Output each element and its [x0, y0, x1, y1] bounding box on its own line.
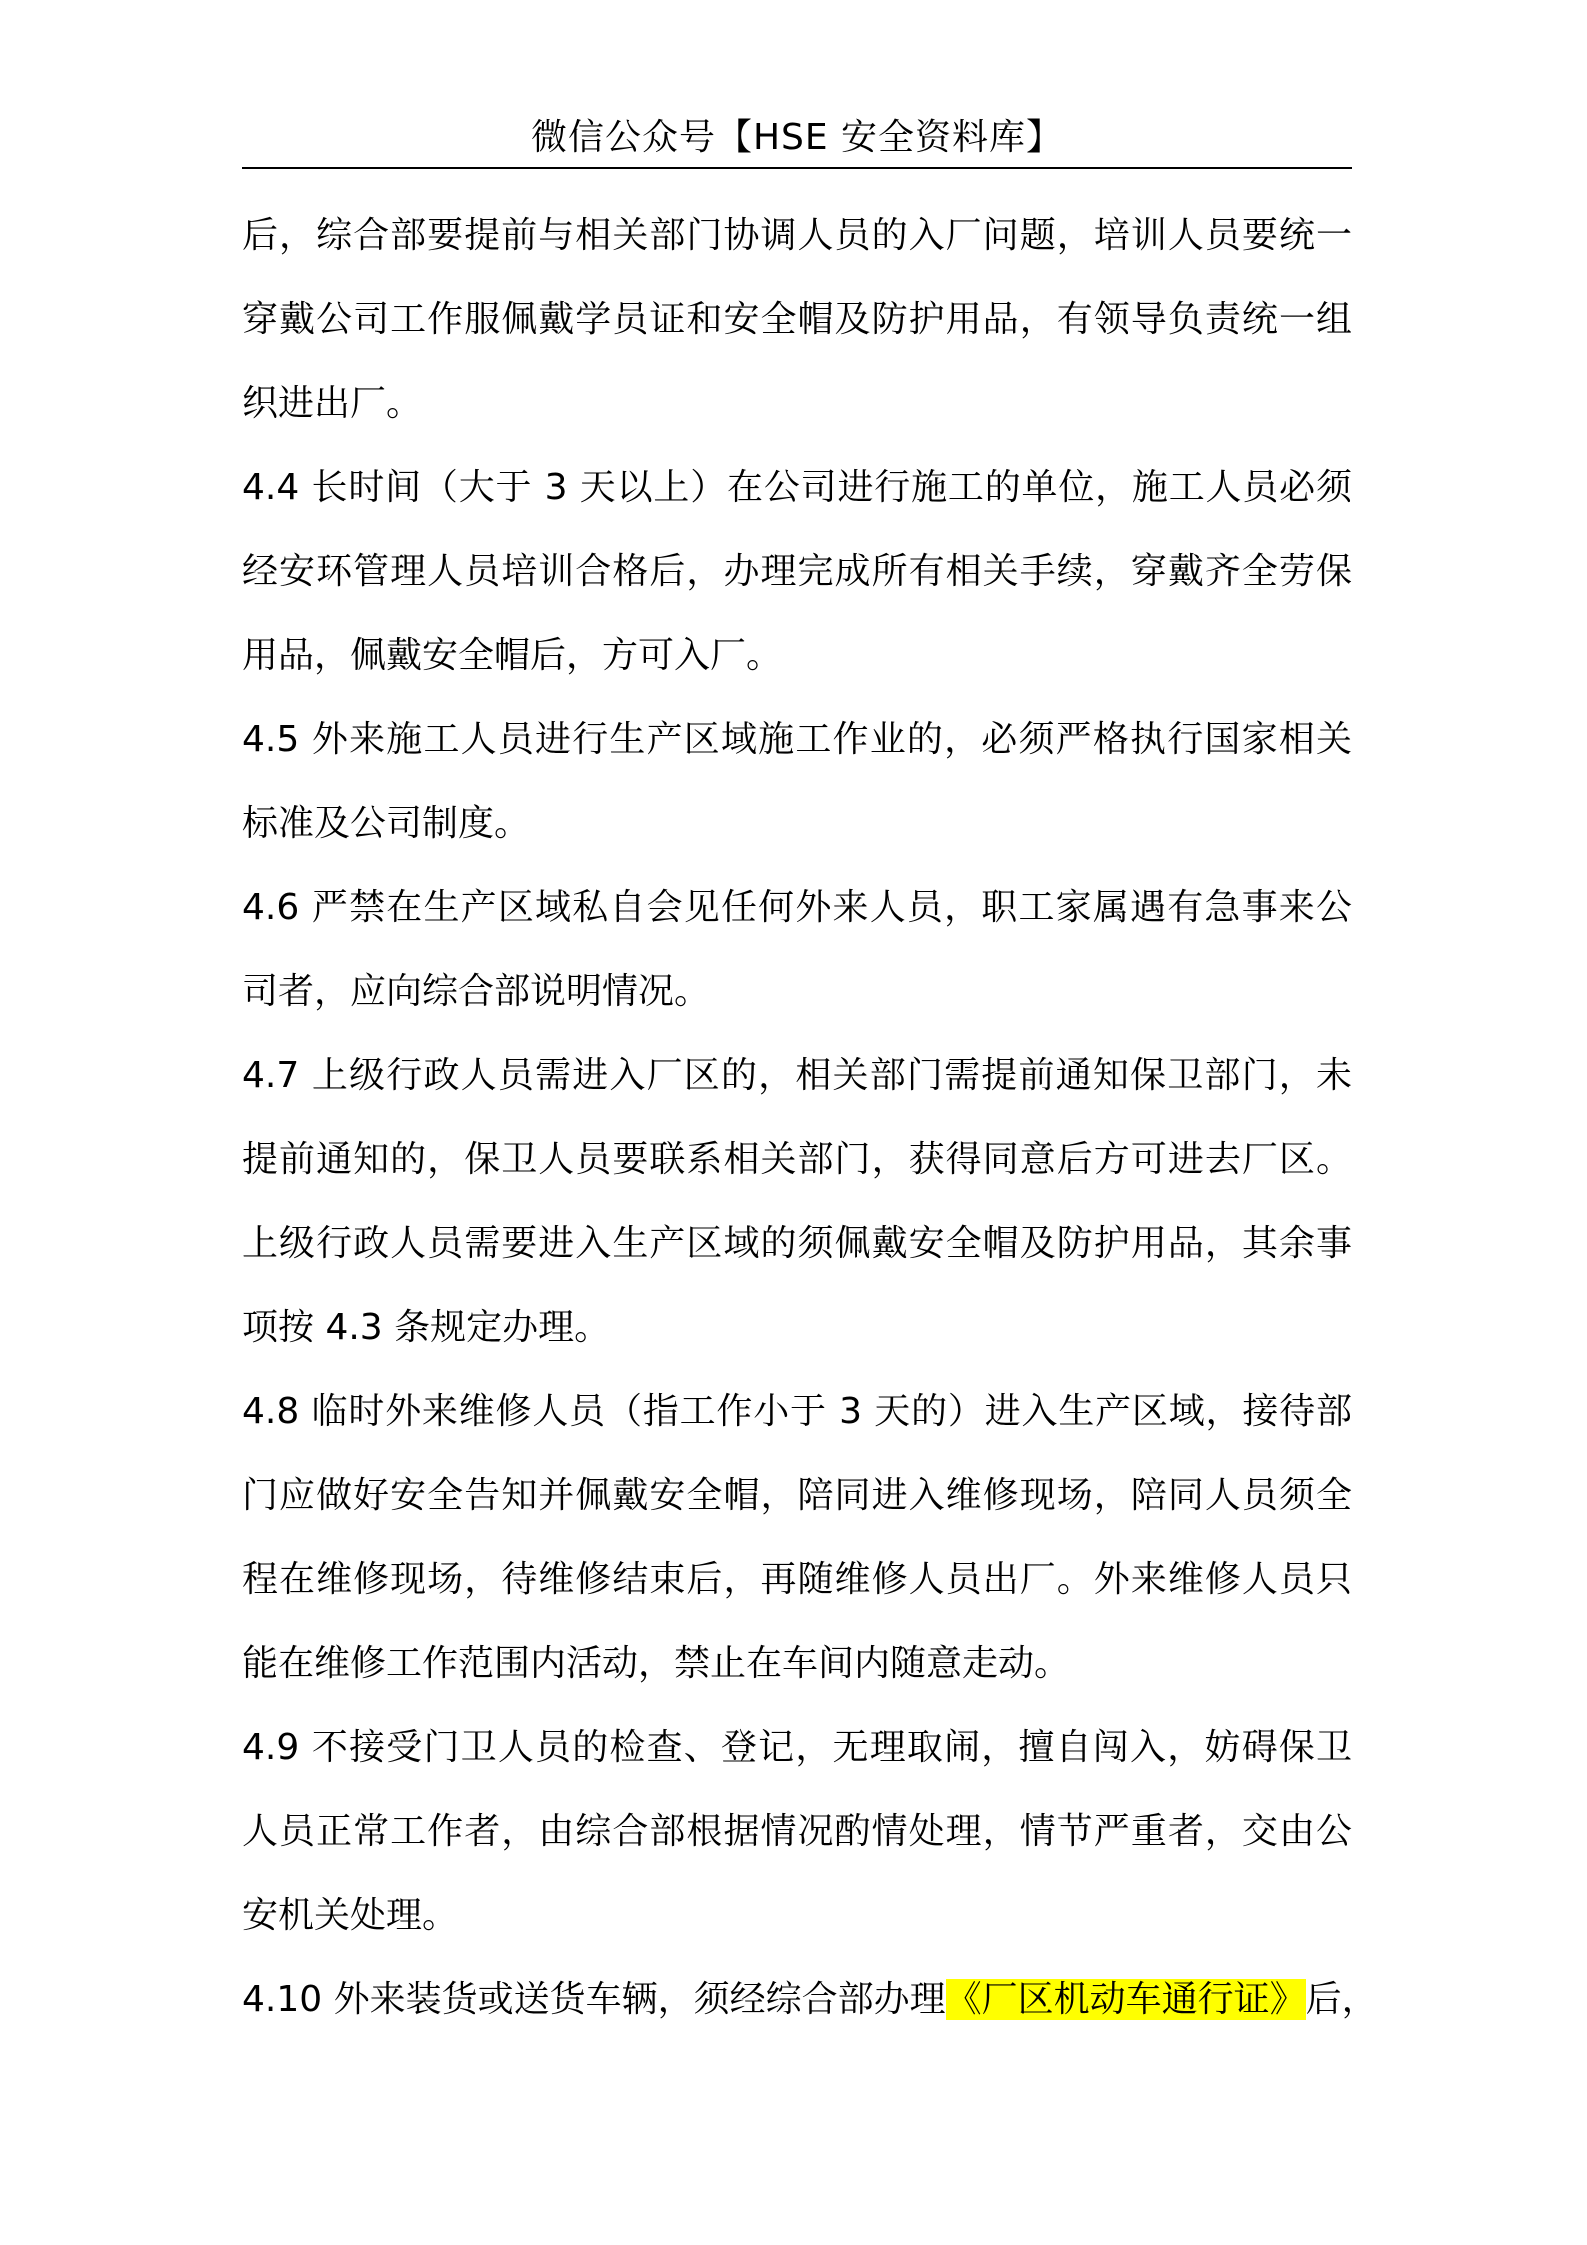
text-segment: 4.10 外来装货或送货车辆，须经综合部办理 — [242, 1979, 946, 2020]
page-header: 微信公众号【HSE 安全资料库】 — [530, 117, 1064, 158]
text-line-with-highlight — [242, 1970, 1378, 2054]
text-line: 能在维修工作范围内活动，禁止在车间内随意走动。 — [242, 1643, 1071, 1684]
text-line: 4.5 外来施工人员进行生产区域施工作业的，必须严格执行国家相关 — [242, 719, 1352, 760]
header-divider — [242, 167, 1352, 169]
text-line: 人员正常工作者，由综合部根据情况酌情处理，情节严重者，交由公 — [242, 1811, 1352, 1852]
text-line: 织进出厂。 — [242, 383, 423, 424]
document-body — [242, 206, 1378, 2054]
text-line: 后，综合部要提前与相关部门协调人员的入厂问题，培训人员要统一 — [242, 215, 1352, 256]
text-line: 4.9 不接受门卫人员的检查、登记，无理取闹，擅自闯入，妨碍保卫 — [242, 1727, 1352, 1768]
text-line: 标准及公司制度。 — [242, 803, 531, 844]
text-line: 上级行政人员需要进入生产区域的须佩戴安全帽及防护用品，其余事 — [242, 1223, 1352, 1264]
text-line: 4.8 临时外来维修人员（指工作小于 3 天的）进入生产区域，接待部 — [242, 1391, 1352, 1432]
text-line: 司者，应向综合部说明情况。 — [242, 971, 711, 1012]
text-line: 4.7 上级行政人员需进入厂区的，相关部门需提前通知保卫部门，未 — [242, 1055, 1352, 1096]
text-line: 4.4 长时间（大于 3 天以上）在公司进行施工的单位，施工人员必须 — [242, 467, 1352, 508]
text-line: 程在维修现场，待维修结束后，再随维修人员出厂。外来维修人员只 — [242, 1559, 1352, 1600]
highlighted-permit-name: 《厂区机动车通行证》 — [945, 1979, 1306, 2020]
text-line: 穿戴公司工作服佩戴学员证和安全帽及防护用品，有领导负责统一组 — [242, 299, 1352, 340]
text-line: 提前通知的，保卫人员要联系相关部门，获得同意后方可进去厂区。 — [242, 1139, 1352, 1180]
text-line: 门应做好安全告知并佩戴安全帽，陪同进入维修现场，陪同人员须全 — [242, 1475, 1352, 1516]
text-line: 项按 4.3 条规定办理。 — [242, 1307, 611, 1348]
text-segment: 后， — [1305, 1979, 1378, 2020]
text-line: 用品，佩戴安全帽后，方可入厂。 — [242, 635, 783, 676]
text-line: 4.6 严禁在生产区域私自会见任何外来人员，职工家属遇有急事来公 — [242, 887, 1352, 928]
text-line: 经安环管理人员培训合格后，办理完成所有相关手续，穿戴齐全劳保 — [242, 551, 1352, 592]
text-line: 安机关处理。 — [242, 1895, 459, 1936]
